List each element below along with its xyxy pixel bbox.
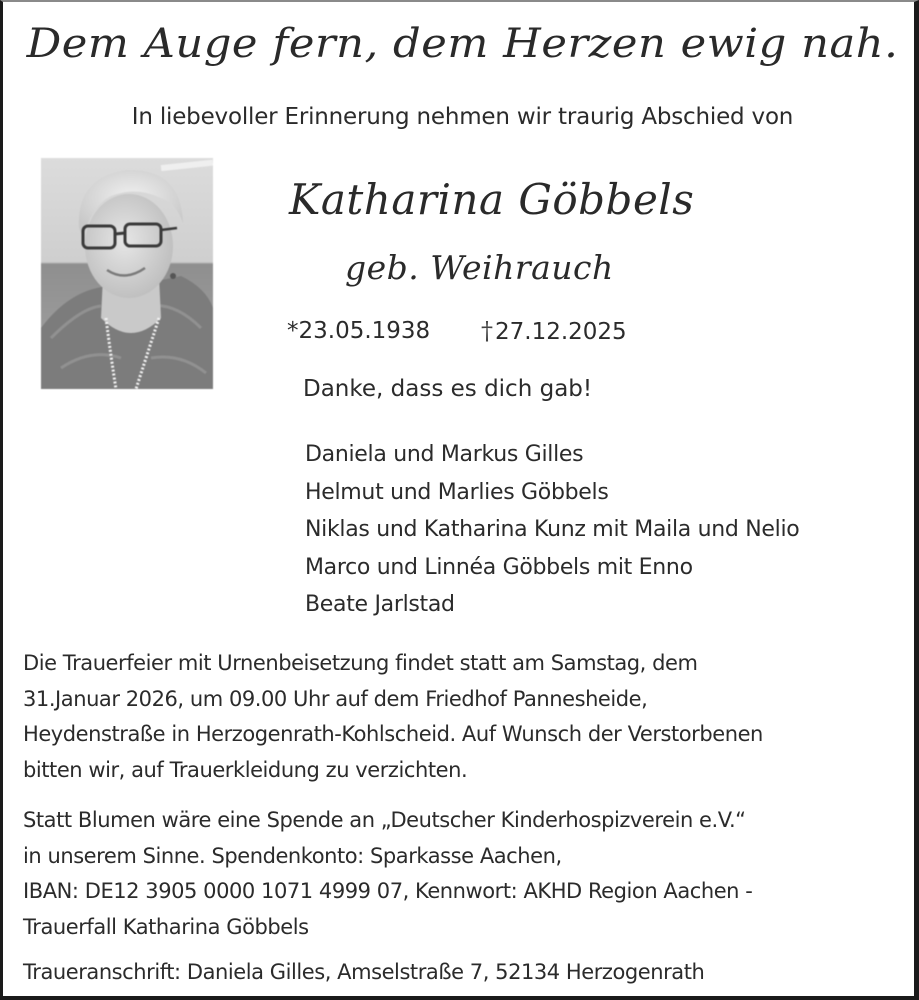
motto-heading: Dem Auge fern, dem Herzen ewig nah. [26,21,899,67]
intro-text: In liebevoller Erinnerung nehmen wir traurig Abschied von [131,104,794,130]
thanks-line: Danke, dass es dich gab! [303,376,593,402]
mourner-line: Helmut und Marlies Göbbels [305,479,609,505]
funeral-line: 31.Januar 2026, um 09.00 Uhr auf dem Friedhof Pannesheide, [23,686,648,711]
death-date-group [481,313,627,350]
death-date: 27.12.2025 [495,319,627,345]
maiden-name: geb. Weihrauch [345,248,614,287]
birth-date: *23.05.1938 [287,318,431,344]
mourner-line: Beate Jarlstad [305,592,455,618]
funeral-line: bitten wir, auf Trauerkleidung zu verzichten. [23,757,468,782]
mourning-address: Traueranschrift: Daniela Gilles, Amselstraße 7, 52134 Herzogenrath [23,960,705,984]
donation-details [23,803,752,945]
portrait-photo [41,158,213,389]
donation-line: Trauerfall Katharina Göbbels [23,914,309,939]
funeral-line: Heydenstraße in Herzogenrath-Kohlscheid. Auf Wunsch der Verstorbenen [23,722,763,747]
mourner-line: Marco und Linnéa Göbbels mit Enno [305,554,693,580]
funeral-details [23,646,763,788]
donation-line: IBAN: DE12 3905 0000 1071 4999 07, Kennwort: AKHD Region Aachen - [23,879,753,904]
cross-icon: † [481,317,493,345]
portrait-image [41,158,213,389]
donation-line: in unserem Sinne. Spendenkonto: Sparkasse Aachen, [23,843,562,868]
funeral-line: Die Trauerfeier mit Urnenbeisetzung findet statt am Samstag, dem [23,651,698,675]
mourner-line: Daniela und Markus Gilles [305,442,584,467]
mourners-list [305,436,799,624]
mourner-line: Niklas und Katharina Kunz mit Maila und Nelio [305,517,800,543]
donation-line: Statt Blumen wäre eine Spende an „Deutscher Kinderhospizverein e.V.“ [23,808,746,832]
deceased-name: Katharina Göbbels [289,175,695,224]
